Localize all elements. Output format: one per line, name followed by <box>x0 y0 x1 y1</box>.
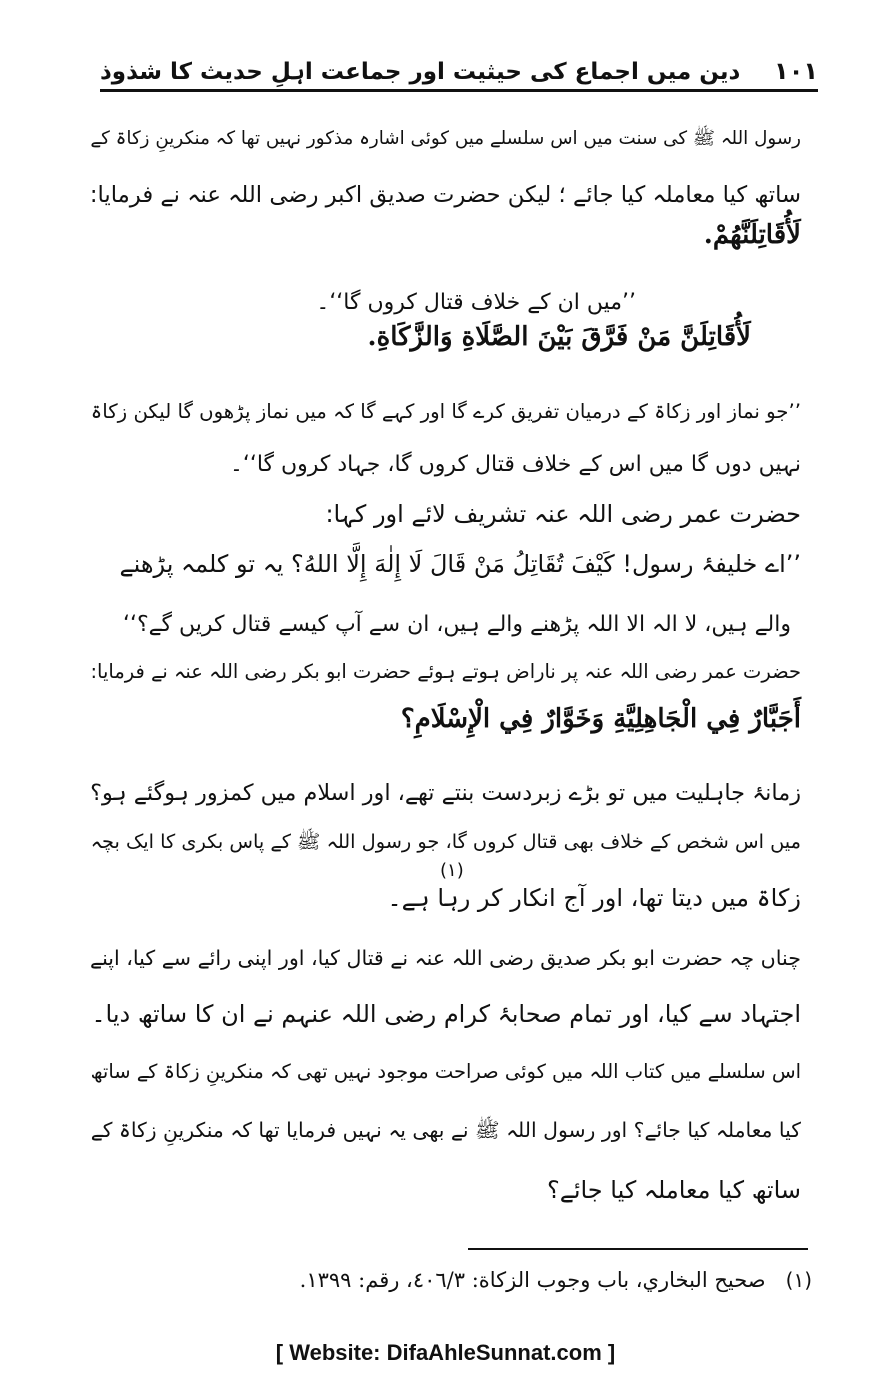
footnote-reference: (۱) <box>440 860 464 881</box>
text-line-10: میں اس شخص کے خلاف بھی قتال کروں گا، جو رسول اللہ ﷺ کے پاس بکری کا ایک بچہ <box>90 830 801 853</box>
text-line-14: اس سلسلے میں کتاب اللہ میں کوئی صراحت موجود نہیں تھی کہ منکرینِ زکاۃ کے ساتھ <box>90 1060 801 1083</box>
arabic-quote-1: لَأُقَاتِلَنَّهُمْ. <box>703 220 801 250</box>
running-title: دین میں اجماع کی حیثیت اور جماعت اہلِ حدیث کا شذوذ <box>100 59 741 85</box>
arabic-quote-3: أَجَبَّارٌ فِي الْجَاهِلِيَّةِ وَخَوَّارٌ فِي الْإِسْلَامِ؟ <box>400 704 801 734</box>
text-line-9: زمانۂ جاہلیت میں تو بڑے زبردست بنتے تھے، اور اسلام میں کمزور ہوگئے ہو؟ <box>90 780 801 806</box>
text-line-8: حضرت عمر رضی اللہ عنہ پر ناراض ہوتے ہوئے حضرت ابو بکر رضی اللہ عنہ نے فرمایا: <box>90 660 801 683</box>
footnote-text: صحيح البخاري، باب وجوب الزكاة: ٤٠٦/٣، رقم: ١٣٩٩. <box>299 1268 766 1292</box>
text-line-1: رسول اللہ ﷺ کی سنت میں اس سلسلے میں کوئی اشارہ مذکور نہیں تھا کہ منکرینِ زکاۃ کے <box>90 128 801 149</box>
arabic-quote-2: لَأُقَاتِلَنَّ مَنْ فَرَّقَ بَيْنَ الصَّلَاةِ وَالزَّكَاةِ. <box>367 322 751 352</box>
text-line-2: ساتھ کیا معاملہ کیا جائے ؛ لیکن حضرت صدیق اکبر رضی اللہ عنہ نے فرمایا: <box>89 182 801 208</box>
text-line-3: ’’جو نماز اور زکاۃ کے درمیان تفریق کرے گا اور کہے گا کہ میں نماز پڑھوں گا لیکن زکاۃ <box>90 400 801 423</box>
text-line-11: زکاۃ میں دیتا تھا، اور آج انکار کر رہا ہے۔ <box>387 884 801 912</box>
text-line-15: کیا معاملہ کیا جائے؟ اور رسول اللہ ﷺ نے بھی یہ نہیں فرمایا تھا کہ منکرینِ زکاۃ کے <box>90 1118 801 1142</box>
text-line-5: حضرت عمر رضی اللہ عنہ تشریف لائے اور کہا: <box>325 500 801 528</box>
text-line-7: والے ہیں، لا الہ الا اللہ پڑھنے والے ہیں، ان سے آپ کیسے قتال کریں گے؟‘‘ <box>122 612 791 637</box>
footnote <box>100 1268 812 1292</box>
text-line-16: ساتھ کیا معاملہ کیا جائے؟ <box>547 1176 801 1204</box>
text-line-6: ’’اے خلیفۂ رسول! كَيْفَ تُقَاتِلُ مَنْ قَالَ لَا إِلٰهَ إِلَّا اللهُ؟ یہ تو کلمہ پڑھنے <box>119 550 801 578</box>
text-line-4: نہیں دوں گا میں اس کے خلاف قتال کروں گا، جہاد کروں گا‘‘۔ <box>229 452 801 477</box>
translation-line-1: ’’میں ان کے خلاف قتال کروں گا‘‘۔ <box>316 290 636 315</box>
footnote-number: (۱) <box>785 1268 812 1292</box>
website-watermark: [ Website: DifaAhleSunnat.com ] <box>275 1340 616 1365</box>
page-header <box>100 52 818 92</box>
footnote-divider <box>468 1248 808 1250</box>
page-number: ۱۰۱ <box>774 57 818 85</box>
text-line-12: چناں چہ حضرت ابو بکر صدیق رضی اللہ عنہ نے قتال کیا، اور اپنی رائے سے کیا، اپنے <box>90 946 801 970</box>
text-line-13: اجتہاد سے کیا، اور تمام صحابۂ کرام رضی اللہ عنہم نے ان کا ساتھ دیا۔ <box>91 1000 801 1028</box>
